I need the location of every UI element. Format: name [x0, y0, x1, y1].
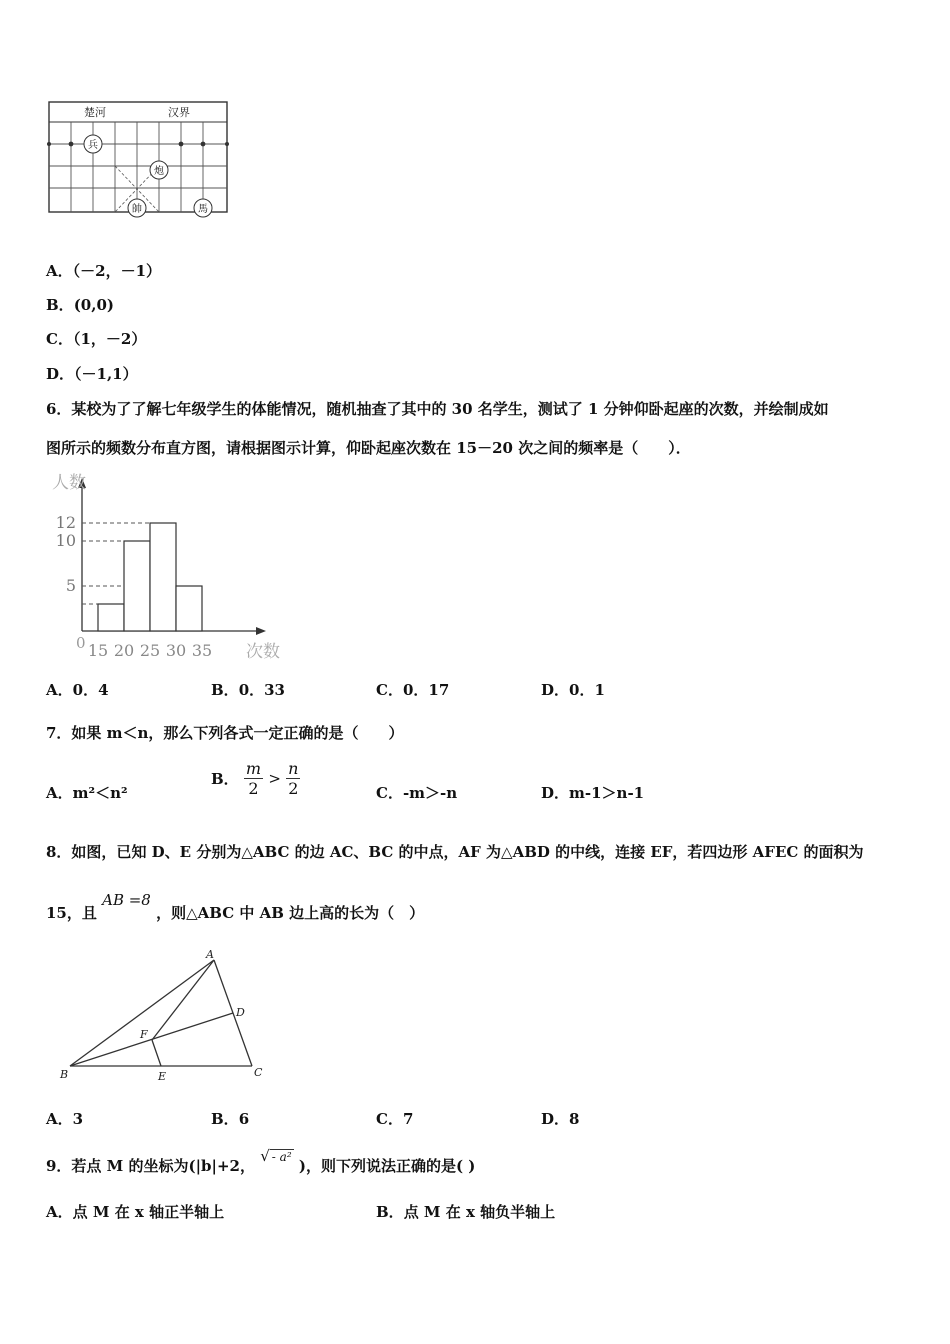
- q7-option-d: D．m-1＞n-1: [541, 784, 645, 802]
- q6-option-b: B．0．33: [211, 681, 285, 699]
- bar-30-35: [176, 586, 202, 631]
- q7-option-c: C．-m＞-n: [376, 784, 458, 802]
- svg-text:炮: 炮: [154, 166, 164, 177]
- vertex-c-label: C: [254, 1066, 263, 1079]
- svg-text:馬: 馬: [198, 204, 208, 215]
- point-d-label: D: [236, 1006, 245, 1019]
- q6-option-c: C．0．17: [376, 681, 450, 699]
- x-axis-label: 次数: [246, 642, 280, 662]
- river-label-left: 楚河: [84, 106, 106, 119]
- fraction-m-over-2: $\frac{m}{2}$: [245, 759, 262, 798]
- q7-option-a: A．m²＜n²: [46, 784, 128, 802]
- histogram-chart: [40, 468, 300, 664]
- piece-ma: [194, 199, 212, 217]
- q9-option-a: A．点 M 在 x 轴正半轴上: [46, 1203, 225, 1221]
- q7-option-b: B． $\frac{m}{2}$ > $\frac{n}{2}$: [211, 759, 299, 798]
- vertex-b-label: B: [60, 1068, 69, 1081]
- q8-option-d: D．8: [541, 1110, 580, 1128]
- piece-shuai: [128, 199, 146, 217]
- river-label-right: 汉界: [168, 106, 190, 119]
- y-tick-12: 12: [55, 513, 76, 532]
- q9-stem: 9．若点 M 的坐标为(|b|+2， √ - a² )，则下列说法正确的是( ): [46, 1147, 476, 1175]
- y-tick-5: 5: [65, 576, 76, 595]
- q5-option-d: D．（－1,1）: [46, 365, 138, 383]
- bar-15-20: [98, 604, 124, 631]
- piece-bing: [84, 135, 102, 153]
- q5-option-b: B．(0,0): [46, 296, 114, 314]
- bar-25-30: [150, 523, 176, 631]
- point-e-label: E: [158, 1070, 167, 1083]
- triangle-figure: [56, 944, 276, 1094]
- q6-option-a: A．0．4: [46, 681, 109, 699]
- q9-option-b: B．点 M 在 x 轴负半轴上: [376, 1203, 556, 1221]
- svg-text:帥: 帥: [132, 204, 142, 215]
- bar-20-25: [124, 541, 150, 631]
- origin-label: 0: [76, 634, 86, 652]
- q8-option-b: B．6: [211, 1110, 250, 1128]
- q6-stem-line1: 6．某校为了了解七年级学生的体能情况，随机抽查了其中的 30 名学生，测试了 1 分钟仰卧起座的次数，并绘制成如: [46, 400, 829, 418]
- q8-option-c: C．7: [376, 1110, 414, 1128]
- q7-stem: 7．如果 m＜n，那么下列各式一定正确的是（ ）: [46, 724, 404, 742]
- q8-stem-line1: 8．如图，已知 D、E 分别为△ABC 的边 AC、BC 的中点，AF 为△ABD 的中线，连接 EF，若四边形 AFEC 的面积为: [46, 843, 864, 861]
- x-tick-20: 20: [113, 641, 135, 660]
- ab-equals-8: AB =8: [102, 891, 151, 909]
- q5-option-c: C．（1，－2）: [46, 330, 147, 348]
- point-f-label: F: [140, 1028, 148, 1041]
- x-tick-30: 30: [165, 641, 187, 660]
- x-tick-35: 35: [191, 641, 213, 660]
- q6-option-d: D．0．1: [541, 681, 605, 699]
- q6-stem-line2: 图所示的频数分布直方图，请根据图示计算，仰卧起座次数在 15－20 次之间的频率是（ ）．: [46, 439, 691, 457]
- q8-option-a: A．3: [46, 1110, 84, 1128]
- svg-text:兵: 兵: [88, 140, 98, 151]
- y-axis-label: 人数: [52, 473, 86, 493]
- x-axis-arrow: [256, 627, 266, 635]
- sqrt-neg-a-squared: √ - a²: [260, 1147, 292, 1165]
- x-tick-25: 25: [139, 641, 161, 660]
- chessboard-figure: [44, 98, 232, 220]
- q8-stem-line2: 15，且 AB =8 ，则△ABC 中 AB 边上高的长为（ ）: [46, 891, 425, 922]
- y-tick-10: 10: [55, 531, 76, 550]
- fraction-n-over-2: $\frac{n}{2}$: [288, 759, 299, 798]
- x-tick-15: 15: [87, 641, 109, 660]
- vertex-a-label: A: [206, 948, 214, 961]
- q5-option-a: A．（－2，－1）: [46, 262, 162, 280]
- piece-pao: [150, 161, 168, 179]
